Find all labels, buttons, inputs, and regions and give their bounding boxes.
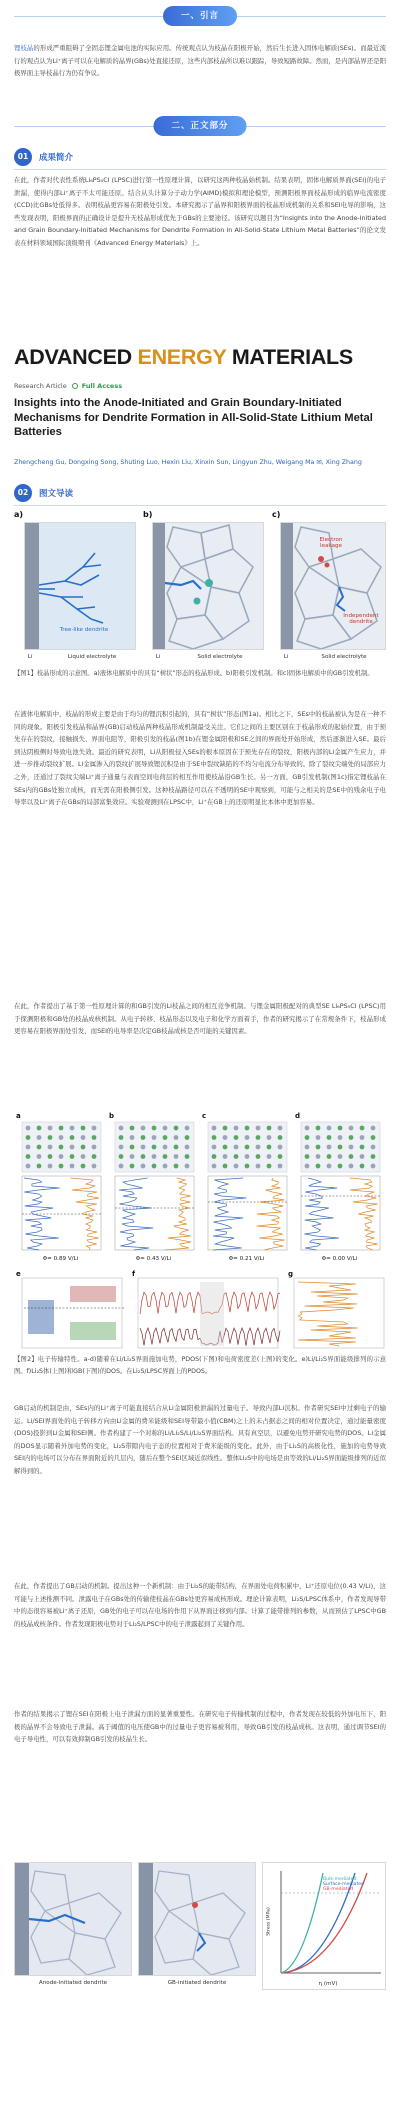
fig2-atom — [278, 1126, 283, 1131]
fig2-atom — [48, 1154, 53, 1159]
open-access-icon — [72, 383, 78, 389]
fig2-atom — [37, 1154, 42, 1159]
fig2-atom — [223, 1154, 228, 1159]
summary-divider — [14, 169, 386, 170]
fig2-atom — [223, 1126, 228, 1131]
fig1-panel-c — [280, 522, 386, 650]
guide-number-badge: 02 — [14, 484, 32, 502]
electron-leakage-label: Electron leakage — [319, 537, 343, 549]
fig2-pdos-box — [301, 1176, 380, 1250]
independent-dendrite-label: Independent dendrite — [343, 613, 379, 625]
fig3-b-caption: GB-initiated dendrite — [167, 1980, 227, 1986]
legend-bulk: Bulk-mediated — [323, 1877, 357, 1882]
band-gap-shade — [200, 1282, 224, 1346]
fig2-atom — [92, 1135, 97, 1140]
fig1-c-li-label: Li — [283, 654, 289, 660]
fig1-c-label: c) — [272, 510, 281, 519]
fig2-atom — [316, 1135, 321, 1140]
fig2-atom — [371, 1154, 376, 1159]
fig2-atom — [119, 1135, 124, 1140]
fig2-atom — [92, 1154, 97, 1159]
legend-gb: GB-mediated — [323, 1887, 354, 1892]
fig3-a-caption: Anode-initiated dendrite — [38, 1980, 108, 1986]
fig2-atom — [174, 1126, 179, 1131]
fig2-atom — [141, 1154, 146, 1159]
fig2-atom — [130, 1154, 135, 1159]
fig3-c-legend — [323, 1877, 383, 1892]
fig2-atom — [70, 1164, 75, 1169]
fig2-bottom-label: e — [16, 1270, 21, 1278]
fig2-atom — [338, 1135, 343, 1140]
fig2-panel-label: c — [202, 1112, 207, 1120]
fig2-atom — [223, 1164, 228, 1169]
fig2-potential-label: Φ= 0.43 V/Li — [135, 1256, 172, 1262]
fig2-atom — [26, 1164, 31, 1169]
fig2-atom — [141, 1126, 146, 1131]
fig2-potential-label: Φ= 0.21 V/Li — [228, 1256, 265, 1262]
fig2-atom — [48, 1145, 53, 1150]
fig2-atom — [223, 1135, 228, 1140]
fig2-panel-label: a — [16, 1112, 21, 1120]
energy-band-vb — [70, 1322, 116, 1340]
fig2-panel-label: b — [109, 1112, 115, 1120]
article-authors[interactable]: Zhengcheng Gu, Dongxing Song, Shuting Luo, Hexin Liu, Xinxin Sun, Lingyun Zhu, Weigang Ma ✉, Xing Zhang — [14, 459, 362, 466]
fig2-atom — [371, 1135, 376, 1140]
fig2-atom — [92, 1145, 97, 1150]
fig2-atom — [305, 1145, 310, 1150]
fig2-atom — [349, 1135, 354, 1140]
fig2-atom — [256, 1164, 261, 1169]
fig2-atom — [26, 1154, 31, 1159]
fig3-panel-a — [14, 1862, 132, 1976]
fig2-atom — [234, 1164, 239, 1169]
fig1-b-label: b) — [143, 510, 153, 519]
fig2-atom — [371, 1145, 376, 1150]
fig2-atom — [256, 1126, 261, 1131]
fig2-atom — [119, 1164, 124, 1169]
figure-2 — [14, 1110, 386, 1350]
fig2-atom — [92, 1126, 97, 1131]
fig2-atom — [349, 1145, 354, 1150]
fig2-atom — [81, 1126, 86, 1131]
main-section-header — [0, 116, 400, 136]
fig2-atom — [349, 1154, 354, 1159]
fig2-atom — [130, 1164, 135, 1169]
fig2-atom — [371, 1164, 376, 1169]
fig2-atom — [26, 1145, 31, 1150]
fig2-atom — [163, 1164, 168, 1169]
fig2-atom — [305, 1154, 310, 1159]
guide-heading — [14, 484, 73, 502]
fig2-atom — [48, 1126, 53, 1131]
fig2-atom — [26, 1135, 31, 1140]
fig2-atom — [48, 1164, 53, 1169]
fig2-atom — [70, 1145, 75, 1150]
fig2-atom — [152, 1135, 157, 1140]
fig2-atom — [338, 1154, 343, 1159]
fig1-a-electrolyte-label: Liquid electrolyte — [67, 654, 117, 660]
fig2-atom — [267, 1154, 272, 1159]
fig2-atom — [212, 1126, 217, 1131]
fig2-atom — [174, 1154, 179, 1159]
fig2-atom — [327, 1164, 332, 1169]
fig2-atom — [163, 1145, 168, 1150]
fig2-atom — [212, 1145, 217, 1150]
logo-part-materials: MATERIALS — [226, 345, 353, 369]
logo-part-advanced: ADVANCED — [14, 345, 138, 369]
fig2-atom — [245, 1164, 250, 1169]
fig2-atom — [267, 1145, 272, 1150]
fig2-atom — [152, 1154, 157, 1159]
fig2-atom — [185, 1126, 190, 1131]
fig2-atom — [327, 1154, 332, 1159]
fig2-atom — [212, 1164, 217, 1169]
fig2-atom — [37, 1135, 42, 1140]
fig2-atom — [223, 1145, 228, 1150]
fig2-atom — [305, 1164, 310, 1169]
fig2-atom — [37, 1164, 42, 1169]
fig2-atom — [316, 1164, 321, 1169]
fig2-atom — [245, 1135, 250, 1140]
fig2-atom — [141, 1135, 146, 1140]
fig2-atom — [245, 1126, 250, 1131]
fig2-atom — [37, 1126, 42, 1131]
paragraph-2: 在此，作者提出了基于第一性原理计算的和GB引发的Li枝晶之间的相互竞争机制。与锂金属阳极配对的典型SE Li₆PS₅Cl (LPSC)用于探测阳极和GB处的枝晶成核机制。从电子转移、枝晶形态以及电子和化学方面着手，作者的研究揭示了在常规条件下，枝晶形成更容易在阳极界面处引发，而SEI的电导率是决定GB枝晶成核是否可能的关键因素。 — [14, 1002, 386, 1036]
fig2-atom — [152, 1164, 157, 1169]
fig2-atom — [234, 1154, 239, 1159]
intro-text: 的形成严重阻碍了全固态锂金属电池的实际应用。传统观点认为枝晶在阳极开始，然后生长进入固体电解质(SEs)。而最近流行的观点认为Li⁺离子可以在电解质的晶界(GBs)处直接还原，这些内部枝晶所以难以跟踪，导致短路故障。然而，是内部晶界还是阳极界面主导枝晶行为仍有争议。 — [14, 44, 386, 78]
fig2-atom — [59, 1126, 64, 1131]
fig2-atom — [316, 1145, 321, 1150]
anode-initiated-illustration — [153, 523, 264, 650]
fig2-atom — [256, 1145, 261, 1150]
summary-heading — [14, 148, 73, 166]
fig2-atom — [163, 1154, 168, 1159]
fig2-bottom-label: g — [288, 1270, 294, 1278]
fig2-atom — [245, 1145, 250, 1150]
fig2-atom — [256, 1154, 261, 1159]
article-meta — [14, 382, 122, 390]
fig2-atom — [360, 1145, 365, 1150]
paragraph-4: 在此，作者提出了GB启动的机制。提出这种一个新机制：由于Li₂S的能带结构，在界面处电荷积累中，Li⁺还原电位(0.43 V/Li)，这可能与上述推测不同。泄露电子在GBs处的传输使枝晶在GBs处更容易成核形成。理论计算表明，Li₂S/LPSC体系中，作者发现导带中的态很容易被Li⁺离子还原，GB处的电子可以在电场的作用下从界面迁移到内部。计算了能带排列的参数，从而预估了LPSC中GB的枝晶成核条件。作者发现阳极电势对于Li₂S/LPSC中的电子泄露起到了关键作用。 — [14, 1582, 386, 1628]
fig2-potential-label: Φ= 0.00 V/Li — [321, 1256, 358, 1262]
dendrite-link[interactable]: 锂枝晶 — [14, 44, 34, 52]
fig2-bottom-label: f — [132, 1270, 136, 1278]
fig2-atom — [48, 1135, 53, 1140]
fig2-atom — [316, 1154, 321, 1159]
intro-section-header — [0, 6, 400, 26]
figure-2-plots — [14, 1110, 386, 1350]
fig2-atom — [360, 1154, 365, 1159]
fig1-a-li-label: Li — [27, 654, 33, 660]
fig2-atom — [278, 1164, 283, 1169]
fig2-atom — [152, 1126, 157, 1131]
fig2-atom — [59, 1145, 64, 1150]
fig2-atom — [130, 1145, 135, 1150]
fig2-atom — [327, 1126, 332, 1131]
fig1-b-li-label: Li — [155, 654, 161, 660]
fig2-atom — [119, 1126, 124, 1131]
fig2-atom — [278, 1145, 283, 1150]
fig2-atom — [327, 1135, 332, 1140]
fig2-atom — [141, 1164, 146, 1169]
fig2-atom — [37, 1145, 42, 1150]
fig2-atom — [256, 1135, 261, 1140]
fig2-atom — [81, 1135, 86, 1140]
fig2-atom — [360, 1135, 365, 1140]
fig2-atom — [119, 1154, 124, 1159]
fig2-atom — [267, 1126, 272, 1131]
fig2-atom — [59, 1135, 64, 1140]
intro-pill: 一、引言 — [163, 6, 237, 26]
figure-1-caption: 【图1】枝晶形成的示意图。a)液体电解质中的具有“树状”形态的枝晶形成。b)阳极引发机制。和c)固体电解质中的GB引发机制。 — [14, 670, 374, 677]
fig2-atom — [245, 1154, 250, 1159]
fig2-atom — [70, 1135, 75, 1140]
fig2-atom — [305, 1126, 310, 1131]
fig3-panel-b — [138, 1862, 256, 1976]
fig2-atom — [338, 1164, 343, 1169]
paragraph-3: GB启动的机制是由，SEs内的Li⁺离子可能直接结合从Li金属阳极泄漏的过量电子。导致内部Li沉积。作者研究SEI中过剩电子的输运。Li/SEI界面处的电子转移方向由Li金属的费米能级和SEI导带最小值(CBM)之上的未占据态之间的相对位置决定，通过能量密度(DOS)投影到Li金属和SEI侧。作者构建了一个对称的Li/Li₂S/Li/Li₂S界面结构。具有真空层，以避免电势开研究电势的DOS。Li金属的DOS显示随着外加电势的变化，Li₂S带隙内电子态的位置相对于费米能级的变化。此外，由于Li₂S的高极化性，施加的电势导致SEI内的电场可以分布在界面附近的几层内，随后在整个SEI区域近似线性。整体Li₂S中的电场是由等效的Li/Li₂S界面能级排列的近似解得到的。 — [14, 1404, 386, 1475]
fig2-atom — [81, 1164, 86, 1169]
fig2-atom — [81, 1154, 86, 1159]
figure-2-caption: 【图2】电子传输特性。a-d)随着在Li/Li₂S界面施加电势，PDOS(下图)和电荷密度差(上图)的变化。e)Li/Li₂S界面能级排列的示意图。f)Li₂S体(上图)和GB(下图)的DOS。在Li₂S/LPSC界面上的PDOS。 — [14, 1356, 386, 1376]
fig2-atom — [152, 1145, 157, 1150]
fig2-atom — [234, 1126, 239, 1131]
summary-number-badge: 01 — [14, 148, 32, 166]
fig2-atom — [163, 1126, 168, 1131]
intro-paragraph — [14, 42, 386, 80]
fig2-atom — [278, 1154, 283, 1159]
fig2-atom — [349, 1126, 354, 1131]
article-type: Research Article — [14, 382, 67, 390]
fig1-c-electrolyte-label: Solid electrolyte — [321, 654, 367, 660]
fig2-potential-label: Φ= 0.89 V/Li — [42, 1256, 79, 1262]
fig2-atom — [360, 1126, 365, 1131]
fig2-atom — [119, 1145, 124, 1150]
journal-logo — [14, 345, 386, 373]
fig2-panel-label: d — [295, 1112, 301, 1120]
fig2-atom — [59, 1164, 64, 1169]
logo-part-energy: ENERGY — [137, 345, 227, 369]
fig2-atom — [327, 1145, 332, 1150]
fig2-atom — [163, 1135, 168, 1140]
fig1-panel-b — [152, 522, 264, 650]
fig2-atom — [234, 1145, 239, 1150]
fig2-atom — [141, 1145, 146, 1150]
fig2-atom — [234, 1135, 239, 1140]
summary-paragraph: 在此，作者对代表性系统Li₆PS₅Cl (LPSC)进行第一性原理计算，以研究这两种枝晶始机制。结果表明，固体电解质界面(SEI)的电子泄漏，使得内部Li⁺离子不太可能还原。结合从头计算分子动力学(AIMD)模拟和理论模型，预测阳极界面枝晶形成的临界电流密度(CCD)比GBs处低得多。表明枝晶更容易在阳极处引发。本研究揭示了晶界和阳极界面的枝晶形成机制的关系和SEI电导的影响，这些发现表明，阳极界面的正确设计是提升无枝晶形成优先于GBs的主要途径。该研究以题目为“Insights into the Anode-Initiated and Grain Boundary-Initiated Mechanisms for Dendrite Formation in All-Solid-State Lithium Metal Batteries”的论文发表在材料领域国际顶级期刊《Advanced Energy Materials》上。 — [14, 176, 386, 247]
fig2-bottom-box — [294, 1278, 384, 1348]
anode-dendrite-illustration — [15, 1863, 132, 1976]
fig2-atom — [92, 1164, 97, 1169]
fig1-a-label: a) — [14, 510, 24, 519]
fig3-c-ylabel: Stress (MPa) — [266, 1907, 272, 1936]
fig2-atom — [212, 1135, 217, 1140]
fig2-atom — [174, 1135, 179, 1140]
fig2-atom — [130, 1126, 135, 1131]
fig2-atom — [338, 1126, 343, 1131]
fig2-atom — [70, 1126, 75, 1131]
access-badge: Full Access — [81, 382, 123, 390]
fig2-atom — [174, 1145, 179, 1150]
fig2-pdos-box — [22, 1176, 101, 1250]
fig2-atom — [316, 1126, 321, 1131]
fig2-atom — [185, 1154, 190, 1159]
energy-band-cb — [70, 1286, 116, 1302]
fig3-panel-c — [262, 1862, 386, 1990]
fig2-atom — [81, 1145, 86, 1150]
fig2-atom — [267, 1135, 272, 1140]
fig2-atom — [305, 1135, 310, 1140]
fig1-panel-a — [24, 522, 136, 650]
fig3-c-xlabel: η (mV) — [318, 1981, 338, 1987]
tree-dendrite-label: Tree-like dendrite — [59, 627, 109, 633]
energy-band-li — [28, 1300, 54, 1334]
fig2-atom — [185, 1135, 190, 1140]
fig2-atom — [185, 1164, 190, 1169]
main-pill: 二、正文部分 — [153, 116, 246, 136]
paragraph-5: 作者的结果揭示了锂在SEI在阳极上电子泄漏方面的显著重要性。在研究电子传输机制的过程中，作者发现在较低的外加电压下，阳极的晶界不会导致电子泄漏。高于阈值的电压使GB中的过量电子更容易被利用，导致GB引发的枝晶成核。这表明，通过调节SEI的电子导电性，可以有效抑制GB引发的枝晶生长。 — [14, 1710, 386, 1744]
fig2-atom — [26, 1126, 31, 1131]
paragraph-1: 在液体电解质中，枝晶的形成主要是由于均匀的锂沉积引起的，具有“树状”形态(图1a)。相比之下，SEs中的枝晶被认为是在一种不同的现象。阳极引发枝晶和晶界(GB)启动枝晶两种枝晶形成机制最受关注。它们之间的主要区别在于枝晶形成的起始位置，由于预先存在的裂纹，接触损失、界面电阻等，阳极引发的枝晶(图1b)在锂金属阳极和SE之间的界面处开始形成，然后逐渐进入SE。最后到达阴极侧时导致电池失效。最近的研究表明，Li从阳极侵入SEs的根本原因在于预先存在的裂纹，阳极内部的Li金属产生应力，并进一步推动裂纹扩展。Li金属渗入的裂纹扩展导致锂沉积是由于SE中裂纹缺陷的不均匀电流分布导致的。除了裂纹尖端处的局部应力之外，还通过了裂纹尖端Li⁺离子通量与表面空间电荷层的相互作用使枝晶沿GB生长。另一方面，GB引发机制(图1c)指定锂枝晶在SEs内的GBs处独立成核，而无需在阳极侧引发。这种枝晶路径可以在不透明的SE中观察到，可能与之相关的是SE中的残余电子电导率以及Li⁺离子在GBs的局部富集效应。实验观测到在LPSC中，Li⁺在GB上的还原明显比本体中更加容易。 — [14, 710, 386, 807]
fig2-atom — [174, 1164, 179, 1169]
gb-dendrite-illustration — [139, 1863, 256, 1976]
fig2-atom — [371, 1126, 376, 1131]
fig2-atom — [267, 1164, 272, 1169]
article-title: Insights into the Anode-Initiated and Grain Boundary-Initiated Mechanisms for Dendrite Formation in All-Solid-State Lithium Metal Batteries — [14, 397, 373, 438]
guide-divider — [14, 505, 386, 506]
fig2-atom — [130, 1135, 135, 1140]
fig2-atom — [59, 1154, 64, 1159]
fig2-atom — [349, 1164, 354, 1169]
fig2-atom — [360, 1164, 365, 1169]
fig2-atom — [212, 1154, 217, 1159]
fig1-b-electrolyte-label: Solid electrolyte — [197, 654, 243, 660]
guide-title: 图文导读 — [39, 489, 74, 499]
summary-title: 成果简介 — [39, 153, 74, 163]
legend-surface: Surface-mediated — [323, 1882, 365, 1887]
fig2-atom — [70, 1154, 75, 1159]
fig2-atom — [185, 1145, 190, 1150]
fig2-atom — [278, 1135, 283, 1140]
fig2-atom — [338, 1145, 343, 1150]
